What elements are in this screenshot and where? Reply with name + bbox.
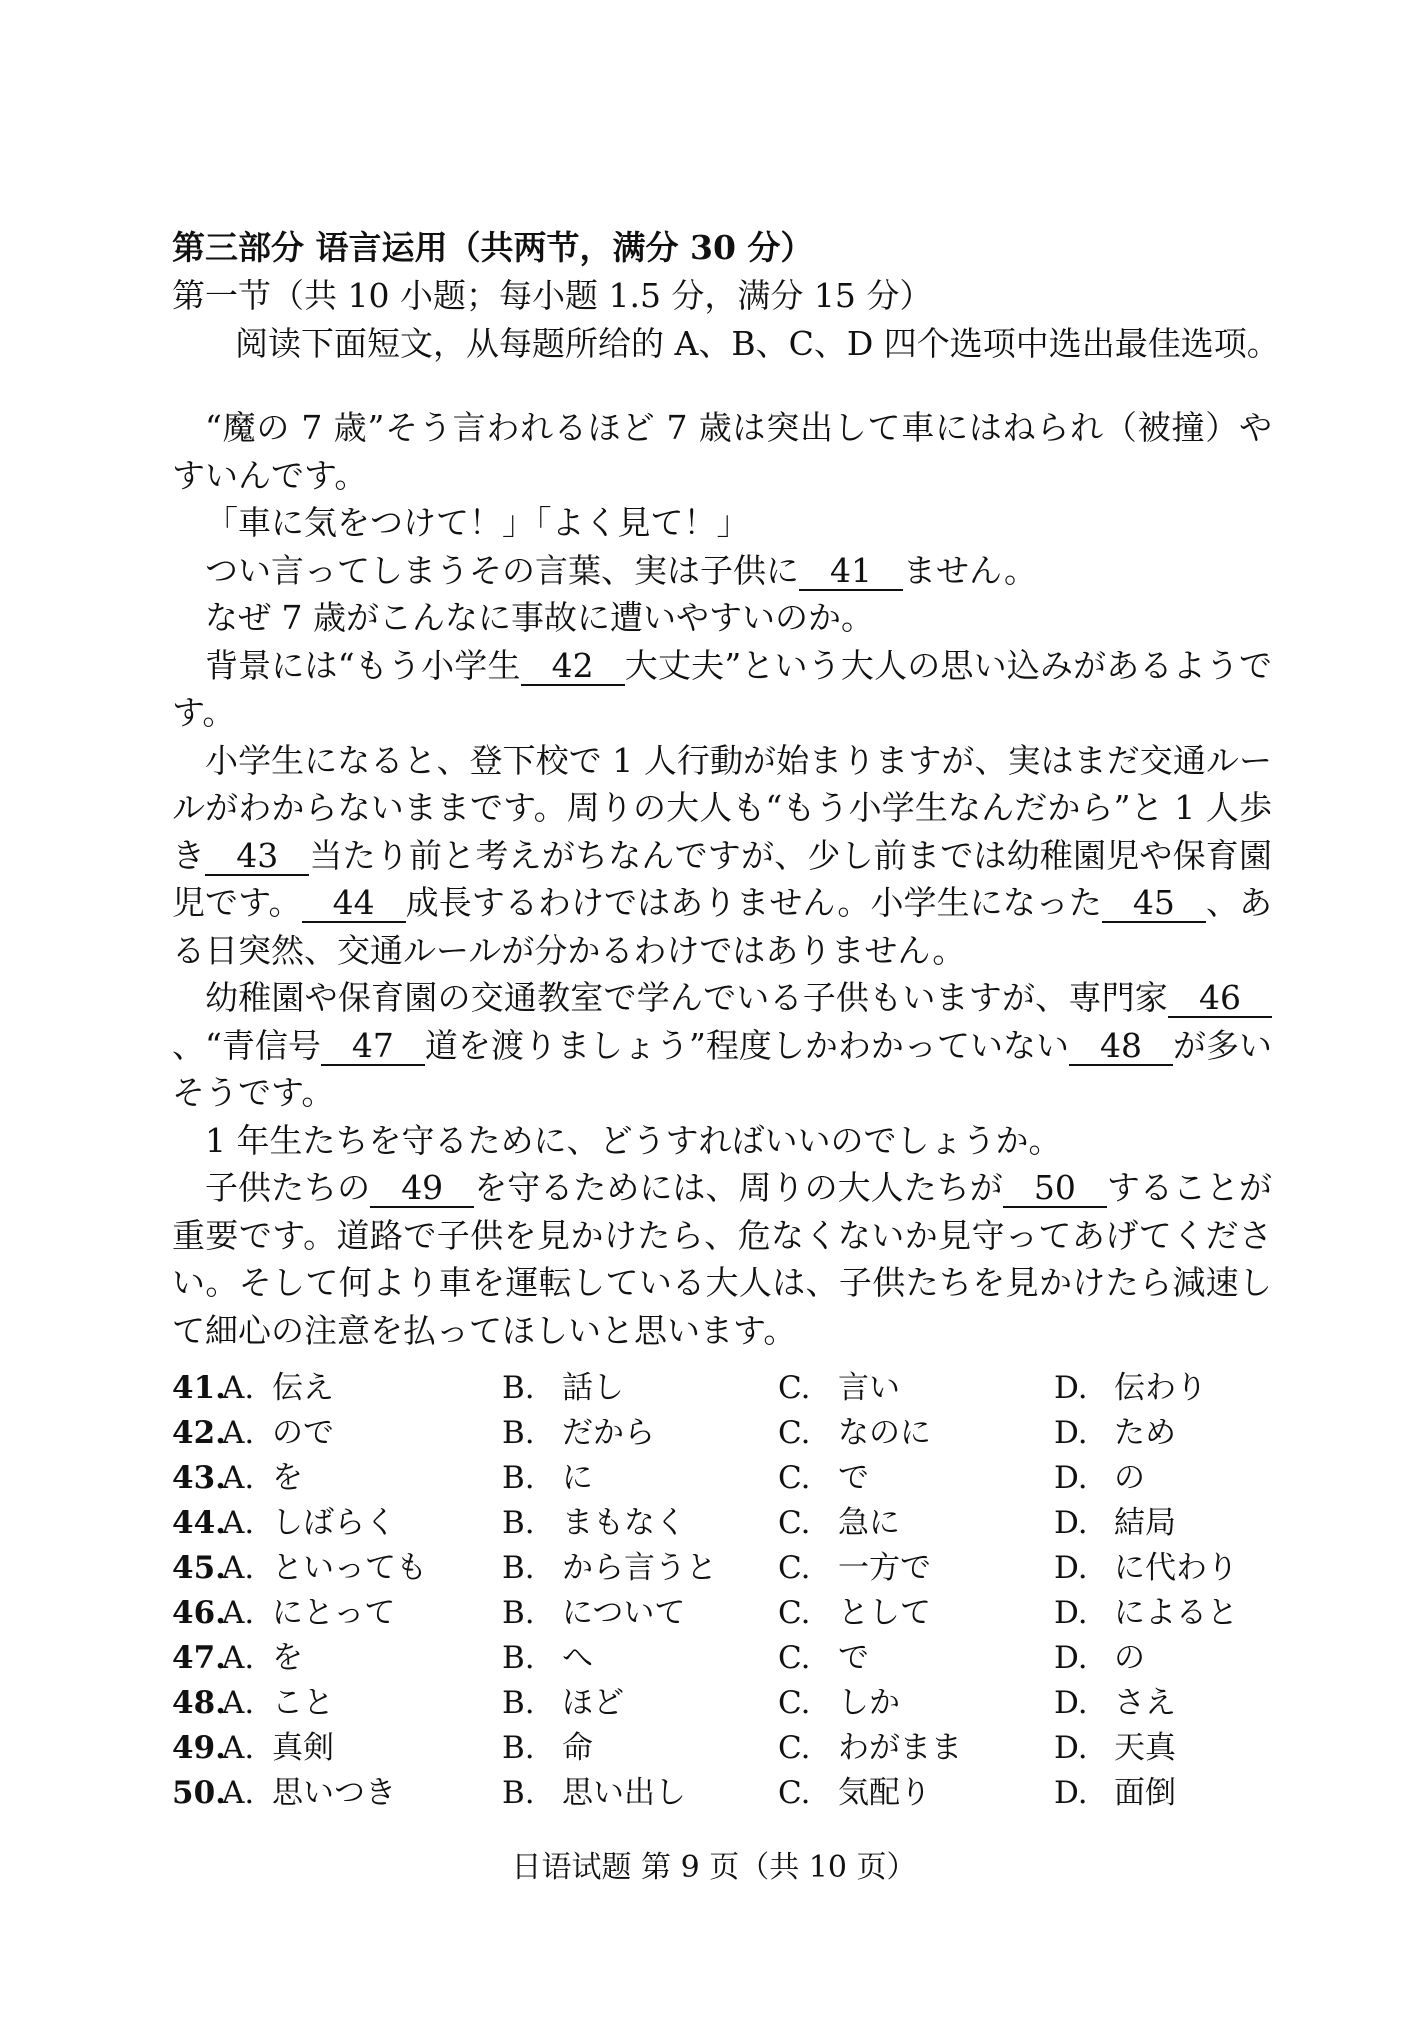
option-a — [172, 1542, 427, 1587]
option-text: しか — [838, 1685, 900, 1721]
passage-text: 成長するわけではありません。小学生になった — [405, 883, 1102, 922]
blank-43: 43 — [205, 838, 309, 876]
option-c — [778, 1497, 900, 1542]
option-d — [1054, 1632, 1145, 1677]
option-text: だから — [562, 1415, 655, 1451]
question-number: 41. — [172, 1370, 226, 1406]
question-row-46 — [172, 1587, 1292, 1632]
question-row-48 — [172, 1677, 1292, 1722]
question-number: 42. — [172, 1415, 226, 1451]
answer-options — [172, 1362, 1292, 1812]
option-a — [172, 1767, 396, 1812]
question-number: 50. — [172, 1775, 226, 1811]
option-text: ので — [272, 1415, 334, 1451]
passage-paragraph-3 — [172, 547, 1272, 595]
question-number: 44. — [172, 1505, 226, 1541]
option-letter: B. — [502, 1370, 535, 1406]
passage-text: 背景には“もう小学生 — [205, 645, 521, 685]
option-d — [1054, 1587, 1238, 1632]
passage-paragraph-9 — [172, 1164, 1272, 1354]
passage-text: ません。 — [903, 550, 1037, 590]
option-c — [778, 1632, 869, 1677]
option-letter: C. — [778, 1730, 811, 1766]
passage-paragraph-5 — [172, 642, 1272, 737]
instruction-text: 阅读下面短文，从每题所给的 A、B、C、D 四个选项中选出最佳选项。 — [235, 324, 1280, 363]
question-row-50 — [172, 1767, 1292, 1812]
option-letter: D. — [1054, 1775, 1088, 1811]
option-a — [172, 1452, 303, 1497]
option-text: として — [838, 1595, 931, 1631]
option-text: を — [272, 1640, 303, 1676]
option-letter: A. — [222, 1370, 255, 1406]
option-a — [172, 1362, 334, 1407]
passage-text: を守るためには、周りの大人たちが — [474, 1168, 1003, 1207]
passage-text: が多いそうです。 — [172, 1025, 1273, 1112]
option-a — [172, 1632, 303, 1677]
question-number: 49. — [172, 1730, 226, 1766]
option-text: わがまま — [838, 1730, 962, 1766]
option-text: まもなく — [562, 1505, 686, 1541]
option-letter: A. — [222, 1415, 255, 1451]
page-footer: 日语试题 第 9 页（共 10 页） — [511, 1850, 917, 1885]
option-text: にとって — [272, 1595, 396, 1631]
passage-paragraph-1: “魔の 7 歳”そう言われるほど 7 歳は突出して車にはねられ（被撞）やすいんです。 — [172, 408, 1272, 495]
passage-text: することが重要です。道路で子供を見かけたら、危なくないか見守ってあげてください。そして何より車を運転している大人は、子供たちを見かけたら減速して細心の注意を払ってほしいと思います。 — [172, 1168, 1273, 1350]
blank-41: 41 — [799, 553, 903, 591]
question-number: 47. — [172, 1640, 226, 1676]
option-text: しばらく — [272, 1505, 396, 1541]
option-c — [778, 1587, 931, 1632]
option-b — [502, 1722, 593, 1767]
blank-47: 47 — [321, 1028, 425, 1066]
option-letter: C. — [778, 1640, 811, 1676]
blank-49: 49 — [370, 1170, 474, 1208]
option-d — [1054, 1767, 1176, 1812]
blank-46: 46 — [1168, 980, 1272, 1018]
passage-paragraph-2: 「車に気をつけて！」「よく見て！」 — [205, 503, 750, 542]
option-a — [172, 1497, 396, 1542]
option-c — [778, 1407, 931, 1452]
option-text: 伝え — [272, 1370, 334, 1406]
option-letter: D. — [1054, 1415, 1088, 1451]
option-a — [172, 1587, 395, 1632]
option-d — [1054, 1677, 1176, 1722]
option-letter: A. — [222, 1550, 255, 1586]
option-letter: D. — [1054, 1595, 1088, 1631]
option-text: で — [838, 1640, 869, 1676]
option-text: へ — [562, 1640, 593, 1676]
option-text: さえ — [1114, 1685, 1176, 1721]
option-c — [778, 1542, 931, 1587]
option-letter: D. — [1054, 1370, 1088, 1406]
blank-50: 50 — [1003, 1170, 1107, 1208]
option-letter: C. — [778, 1550, 811, 1586]
option-letter: A. — [222, 1730, 255, 1766]
option-a — [172, 1677, 334, 1722]
option-letter: B. — [502, 1685, 535, 1721]
option-text: を — [272, 1460, 303, 1496]
passage-text: 当たり前と考えがちなんですが、少し前までは幼稚園児や保育園児です。 — [172, 835, 1273, 922]
option-letter: A. — [222, 1685, 255, 1721]
option-text: 一方で — [838, 1550, 931, 1586]
question-row-49 — [172, 1722, 1292, 1767]
question-row-44 — [172, 1497, 1292, 1542]
passage-text: 子供たちの — [205, 1168, 371, 1207]
option-letter: C. — [778, 1685, 811, 1721]
passage-paragraph-8: 1 年生たちを守るために、どうすればいいのでしょうか。 — [205, 1120, 1062, 1160]
option-text: によると — [1114, 1595, 1238, 1631]
option-text: の — [1114, 1640, 1145, 1676]
option-b — [502, 1542, 717, 1587]
option-c — [778, 1722, 962, 1767]
option-c — [778, 1677, 900, 1722]
option-letter: B. — [502, 1730, 535, 1766]
option-c — [778, 1362, 900, 1407]
passage-paragraph-6 — [172, 737, 1272, 975]
option-b — [502, 1632, 593, 1677]
option-text: 真剣 — [272, 1730, 334, 1766]
option-d — [1054, 1542, 1238, 1587]
passage-text: 小学生になると、登下校で 1 人行動が始まりますが、実はまだ交通ルールがわからないままです。周りの大人も“もう小学生なんだから”と 1 人歩き — [172, 740, 1272, 875]
option-letter: D. — [1054, 1550, 1088, 1586]
option-letter: B. — [502, 1460, 535, 1496]
sub-section-title: 第一节（共 10 小题；每小题 1.5 分，满分 15 分） — [172, 276, 933, 315]
question-row-43 — [172, 1452, 1292, 1497]
option-letter: B. — [502, 1550, 535, 1586]
option-a — [172, 1722, 334, 1767]
option-letter: B. — [502, 1640, 535, 1676]
passage-text: 幼稚園や保育園の交通教室で学んでいる子供もいますが、専門家 — [205, 978, 1168, 1017]
option-text: 言い — [838, 1370, 900, 1406]
option-letter: B. — [502, 1775, 535, 1811]
option-letter: B. — [502, 1505, 535, 1541]
option-letter: A. — [222, 1595, 255, 1631]
question-number: 45. — [172, 1550, 226, 1586]
reading-passage — [172, 404, 1272, 1354]
option-letter: A. — [222, 1775, 255, 1811]
passage-text: 道を渡りましょう”程度しかわかっていない — [424, 1025, 1069, 1065]
option-b — [502, 1767, 686, 1812]
option-b — [502, 1362, 624, 1407]
option-d — [1054, 1452, 1145, 1497]
question-number: 46. — [172, 1595, 226, 1631]
option-text: で — [838, 1460, 869, 1496]
option-letter: C. — [778, 1460, 811, 1496]
question-number: 43. — [172, 1460, 226, 1496]
option-letter: C. — [778, 1370, 811, 1406]
option-c — [778, 1452, 869, 1497]
option-text: 結局 — [1114, 1505, 1176, 1541]
option-b — [502, 1677, 624, 1722]
option-d — [1054, 1722, 1176, 1767]
option-letter: B. — [502, 1415, 535, 1451]
option-text: 天真 — [1114, 1730, 1176, 1766]
option-letter: C. — [778, 1775, 811, 1811]
option-letter: D. — [1054, 1460, 1088, 1496]
option-letter: D. — [1054, 1730, 1088, 1766]
blank-45: 45 — [1102, 885, 1206, 923]
option-a — [172, 1407, 334, 1452]
option-text: 伝わり — [1114, 1370, 1207, 1406]
option-text: に代わり — [1114, 1550, 1238, 1586]
option-d — [1054, 1362, 1207, 1407]
option-letter: D. — [1054, 1640, 1088, 1676]
option-text: 命 — [562, 1730, 593, 1766]
option-text: 話し — [562, 1370, 624, 1406]
blank-44: 44 — [302, 885, 406, 923]
option-text: といっても — [272, 1550, 427, 1586]
option-text: なのに — [838, 1415, 931, 1451]
option-text: 思いつき — [272, 1775, 396, 1811]
question-row-47 — [172, 1632, 1292, 1677]
option-text: に — [562, 1460, 593, 1496]
option-text: 急に — [838, 1505, 900, 1541]
option-text: の — [1114, 1460, 1145, 1496]
option-b — [502, 1587, 685, 1632]
option-text: 面倒 — [1114, 1775, 1176, 1811]
passage-text: 、“青信号 — [172, 1025, 321, 1065]
option-letter: C. — [778, 1595, 811, 1631]
question-row-41 — [172, 1362, 1292, 1407]
option-d — [1054, 1497, 1176, 1542]
option-text: 気配り — [838, 1775, 931, 1811]
passage-text: つい言ってしまうその言葉、実は子供に — [205, 550, 799, 590]
question-number: 48. — [172, 1685, 226, 1721]
option-d — [1054, 1407, 1176, 1452]
option-text: について — [562, 1595, 686, 1631]
option-b — [502, 1452, 593, 1497]
option-letter: D. — [1054, 1505, 1088, 1541]
option-letter: A. — [222, 1505, 255, 1541]
section-title: 第三部分 语言运用（共两节，满分 30 分） — [172, 228, 814, 267]
option-text: ほど — [562, 1685, 624, 1721]
option-letter: A. — [222, 1640, 255, 1676]
option-letter: D. — [1054, 1685, 1088, 1721]
question-row-42 — [172, 1407, 1292, 1452]
option-letter: A. — [222, 1460, 255, 1496]
option-b — [502, 1497, 686, 1542]
blank-48: 48 — [1069, 1028, 1173, 1066]
passage-paragraph-4: なぜ 7 歳がこんなに事故に遭いやすいのか。 — [205, 598, 874, 637]
option-letter: B. — [502, 1595, 535, 1631]
option-text: こと — [272, 1685, 334, 1721]
option-letter: C. — [778, 1505, 811, 1541]
option-text: ため — [1114, 1415, 1176, 1451]
passage-text: 、ある日突然、交通ルールが分かるわけではありません。 — [172, 883, 1273, 970]
option-text: から言うと — [562, 1550, 717, 1586]
option-text: 思い出し — [562, 1775, 686, 1811]
passage-paragraph-7 — [172, 974, 1272, 1117]
blank-42: 42 — [521, 648, 625, 686]
option-b — [502, 1407, 655, 1452]
passage-text: 大丈夫”という大人の思い込みがあるようです。 — [172, 645, 1272, 732]
question-row-45 — [172, 1542, 1292, 1587]
option-c — [778, 1767, 931, 1812]
option-letter: C. — [778, 1415, 811, 1451]
